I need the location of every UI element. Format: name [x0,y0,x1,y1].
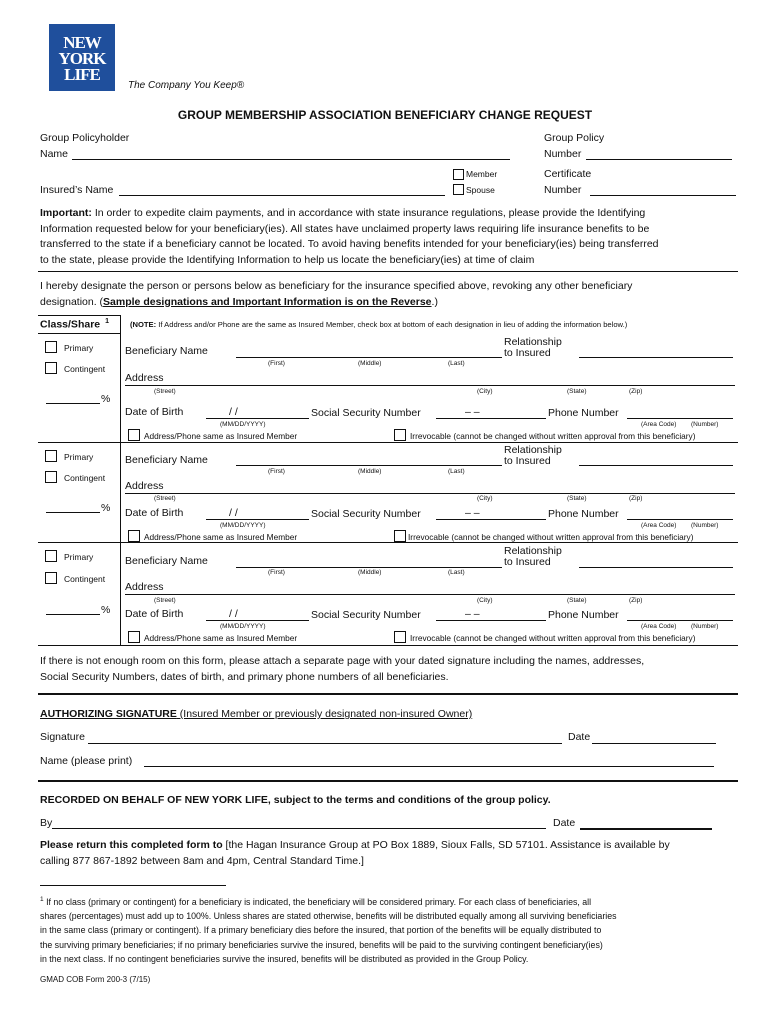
beneficiary-1-share-field[interactable] [46,403,100,404]
beneficiary-3-primary-label: Primary [64,552,94,562]
beneficiary-2-phone-field[interactable] [627,519,733,520]
beneficiary-2-irrevocable-label: Irrevocable (cannot be changed without written approval from this beneficiary) [408,532,694,542]
beneficiary-1-irrevocable-checkbox[interactable] [394,429,406,441]
group-policy-label: Group Policy [544,132,605,144]
beneficiary-2-bottom-rule [38,542,738,543]
beneficiary-3-bottom-rule [38,645,738,646]
beneficiary-1-name-label: Beneficiary Name [125,345,208,357]
beneficiary-2-same-address-checkbox[interactable] [128,530,140,542]
beneficiary-2-dob-sep: / / [229,507,238,519]
beneficiary-1-state: (State) [567,388,587,395]
beneficiary-3-ssn-field[interactable] [436,620,546,621]
note-text: If Address and/or Phone are the same as Insured Member, check box at bottom of each designation in lieu of adding the information below.) [156,320,628,329]
beneficiary-1-primary-label: Primary [64,343,94,353]
beneficiary-2-zip: (Zip) [629,495,643,502]
beneficiary-3-number: (Number) [691,623,719,630]
beneficiary-3-relationship-field[interactable] [579,567,733,568]
beneficiary-3-middle: (Middle) [358,569,382,576]
spouse-label: Spouse [466,185,495,195]
footnote-line-3: in the same class (primary or contingent). If a primary beneficiary dies before the insured, that portion of the benefits will be equally distributed to [40,925,602,936]
beneficiary-1-contingent-label: Contingent [64,364,106,374]
signature-date-label: Date [568,731,591,743]
beneficiary-2-primary-label: Primary [64,452,94,462]
designation-line-1: I hereby designate the person or persons below as beneficiary for the insurance specified above, revoking any other beneficiary [40,280,633,292]
spouse-checkbox[interactable] [453,184,464,195]
beneficiary-3-same-address-label: Address/Phone same as Insured Member [144,633,298,643]
beneficiary-2-address-label: Address [125,480,164,492]
beneficiary-2-street: (Street) [154,495,176,502]
beneficiary-2-name-field[interactable] [236,465,502,466]
beneficiary-1-dob-format: (MM/DD/YYYY) [220,421,266,428]
footnote-ref: 1 [105,318,110,325]
beneficiary-1-ssn-sep: – – [465,406,480,418]
beneficiary-3-dob-field[interactable] [206,620,309,621]
beneficiary-1-phone-label: Phone Number [548,407,619,419]
class-share-header [40,318,109,331]
by-field[interactable] [52,828,546,829]
authorizing-signature-subtitle: (Insured Member or previously designated non-insured Owner) [176,708,473,720]
beneficiary-3-state: (State) [567,597,587,604]
beneficiary-1-relationship-label-2: to Insured [504,347,551,359]
beneficiary-2-first: (First) [268,468,285,475]
beneficiary-2-relationship-label-2: to Insured [504,455,551,467]
important-line-4: to the state, please provide the Identifying Information to help us locate the beneficiary(ies) at time of claim [40,253,535,266]
footnote-line-1: If no class (primary or contingent) for a beneficiary is indicated, the beneficiary will be considered primary. For each class of beneficiaries, all [43,896,592,907]
beneficiary-3-relationship-label-1: Relationship [504,545,562,557]
beneficiary-3-zip: (Zip) [629,597,643,604]
beneficiary-2-dob-label: Date of Birth [125,507,184,519]
beneficiary-2-ssn-field[interactable] [436,519,546,520]
extra-room-line-2: Social Security Numbers, dates of birth, and primary phone numbers of all beneficiaries. [40,670,449,683]
logo-line-3: LIFE [64,65,100,84]
beneficiary-1-address-field[interactable] [125,385,735,386]
group-policy-number-label: Number [544,148,582,160]
beneficiary-1-ssn-field[interactable] [436,418,546,419]
class-share-label: Class/Share [40,318,101,331]
beneficiary-3-name-label: Beneficiary Name [125,555,208,567]
beneficiary-1-last: (Last) [448,360,465,367]
beneficiary-3-phone-label: Phone Number [548,609,619,621]
recorded-date-label: Date [553,817,576,829]
beneficiary-1-first: (First) [268,360,285,367]
beneficiary-1-street: (Street) [154,388,176,395]
extra-room-notice [40,654,740,685]
important-line-1: In order to expedite claim payments, and in accordance with state insurance regulations, please provide the Identifying [91,207,646,219]
beneficiary-2-last: (Last) [448,468,465,475]
beneficiary-3-contingent-label: Contingent [64,574,106,584]
return-address: [the Hagan Insurance Group at PO Box 1889, Sioux Falls, SD 57101. Assistance is available by [222,839,670,851]
beneficiary-1-primary-checkbox[interactable] [45,341,57,353]
beneficiary-1-percent: % [101,393,111,405]
designation-statement [40,279,736,310]
note-lead: (NOTE: [130,320,157,329]
important-notice [40,206,736,268]
designation-line-2a: designation. ( [40,295,104,308]
table-column-divider [120,315,121,645]
beneficiary-1-dob-label: Date of Birth [125,406,184,418]
logo-line-2: YORK [58,49,106,68]
return-lead: Please return this completed form to [40,839,223,851]
important-line-3: transferred to the state if a beneficiary cannot be located. To avoid having benefits intended for your beneficiary(ies) being transferred [40,238,659,250]
footnote-line-4: the surviving primary beneficiaries; if no primary beneficiaries survive the insured, benefits will be paid to the surviving contingent beneficiary(ies) [40,939,603,950]
beneficiary-2-relationship-field[interactable] [579,465,733,466]
beneficiary-1-phone-field[interactable] [627,418,733,419]
beneficiary-3-area-code: (Area Code) [641,623,677,630]
important-line-2: Information requested below for your beneficiary(ies). All states have unclaimed property laws requiring life insurance benefits to be [40,222,650,235]
beneficiary-1-city: (City) [477,388,493,395]
beneficiary-1-dob-field[interactable] [206,418,309,419]
beneficiary-3-phone-field[interactable] [627,620,733,621]
beneficiary-2-state: (State) [567,495,587,502]
footnote-line-5: in the next class. If no contingent beneficiaries survive the insured, benefits will be distributed as provided in the Group Policy. [40,953,529,964]
member-checkbox[interactable] [453,169,464,180]
beneficiary-2-address-field[interactable] [125,493,735,494]
beneficiary-1-irrevocable-label: Irrevocable (cannot be changed without written approval from this beneficiary) [410,431,696,441]
footnote-marker: 1 [40,896,44,903]
member-label: Member [466,169,498,179]
beneficiary-2-middle: (Middle) [358,468,382,475]
beneficiary-1-same-address-label: Address/Phone same as Insured Member [144,431,298,441]
signature-label: Signature [40,731,85,743]
beneficiary-2-city: (City) [477,495,493,502]
beneficiary-2-share-field[interactable] [46,512,100,513]
table-note [130,320,627,329]
footnote-rule [40,885,226,886]
beneficiary-2-phone-label: Phone Number [548,508,619,520]
signature-field[interactable] [88,743,562,744]
beneficiary-1-area-code: (Area Code) [641,421,677,428]
certificate-number-field[interactable] [590,195,736,196]
divider [38,271,738,272]
return-phone: calling 877 867-1892 between 8am and 4pm, Central Standard Time.] [40,854,364,867]
beneficiary-3-ssn-label: Social Security Number [311,609,421,621]
beneficiary-1-address-label: Address [125,372,164,384]
important-lead: Important: [40,207,92,219]
reverse-reference: Sample designations and Important Information is on the Reverse [103,295,432,308]
signature-date-field[interactable] [592,743,716,744]
beneficiary-3-relationship-label-2: to Insured [504,556,551,568]
footnote-line-2: shares (percentages) must add up to 100%. Unless shares are stated otherwise, benefits will be distributed equally among all surviving beneficiaries [40,911,617,922]
certificate-label: Certificate [544,168,592,180]
form-number: GMAD COB Form 200-3 (7/15) [40,975,151,984]
extra-room-line-1: If there is not enough room on this form, please attach a separate page with your dated signature including the names, addresses, [40,655,645,667]
footnote [40,893,740,966]
authorizing-signature-title: AUTHORIZING SIGNATURE [40,708,177,720]
insured-name-label: Insured’s Name [40,184,114,196]
beneficiary-3-irrevocable-label: Irrevocable (cannot be changed without written approval from this beneficiary) [410,633,696,643]
beneficiary-3-ssn-sep: – – [465,608,480,620]
class-header-rule [38,333,120,334]
authorizing-signature-heading [40,708,472,720]
beneficiary-3-same-address-checkbox[interactable] [128,631,140,643]
beneficiary-3-first: (First) [268,569,285,576]
beneficiary-3-dob-label: Date of Birth [125,608,184,620]
beneficiary-3-percent: % [101,604,111,616]
beneficiary-2-name-label: Beneficiary Name [125,454,208,466]
beneficiary-2-ssn-sep: – – [465,507,480,519]
beneficiary-1-number: (Number) [691,421,719,428]
beneficiary-2-percent: % [101,502,111,514]
beneficiary-2-relationship-label-1: Relationship [504,444,562,456]
new-york-life-logo [49,24,115,91]
beneficiary-1-dob-sep: / / [229,406,238,418]
certificate-number-label: Number [544,184,582,196]
beneficiary-3-dob-sep: / / [229,608,238,620]
beneficiary-1-zip: (Zip) [629,388,643,395]
insured-name-field[interactable] [119,195,445,196]
beneficiary-3-city: (City) [477,597,493,604]
beneficiary-2-number: (Number) [691,522,719,529]
recorded-date-field[interactable] [580,828,712,830]
beneficiary-3-irrevocable-checkbox[interactable] [394,631,406,643]
beneficiary-2-same-address-label: Address/Phone same as Insured Member [144,532,298,542]
beneficiary-1-bottom-rule [38,442,738,443]
beneficiary-1-relationship-field[interactable] [579,357,733,358]
beneficiary-3-share-field[interactable] [46,614,100,615]
beneficiary-3-address-label: Address [125,581,164,593]
logo-line-1: NEW [63,33,101,52]
by-label: By [40,817,53,829]
policyholder-label: Group Policyholder [40,132,130,144]
beneficiary-3-last: (Last) [448,569,465,576]
beneficiary-1-ssn-label: Social Security Number [311,407,421,419]
beneficiary-2-irrevocable-checkbox[interactable] [394,530,406,542]
beneficiary-2-dob-format: (MM/DD/YYYY) [220,522,266,529]
print-name-field[interactable] [144,766,714,767]
section-divider-2 [38,780,738,782]
section-divider-1 [38,693,738,695]
beneficiary-2-primary-checkbox[interactable] [45,450,57,462]
page-title: GROUP MEMBERSHIP ASSOCIATION BENEFICIARY CHANGE REQUEST [177,108,593,122]
beneficiary-3-address-field[interactable] [125,594,735,595]
beneficiary-3-dob-format: (MM/DD/YYYY) [220,623,266,630]
beneficiary-2-contingent-label: Contingent [64,473,106,483]
recorded-heading: RECORDED ON BEHALF OF NEW YORK LIFE, subject to the terms and conditions of the group policy. [40,794,551,806]
beneficiary-1-name-field[interactable] [236,357,502,358]
beneficiary-2-dob-field[interactable] [206,519,309,520]
return-instructions [40,838,740,869]
beneficiary-3-street: (Street) [154,597,176,604]
beneficiary-3-name-field[interactable] [236,567,502,568]
beneficiary-2-contingent-checkbox[interactable] [45,471,57,483]
beneficiary-1-relationship-label-1: Relationship [504,336,562,348]
beneficiary-3-contingent-checkbox[interactable] [45,572,57,584]
beneficiary-2-area-code: (Area Code) [641,522,677,529]
beneficiary-1-contingent-checkbox[interactable] [45,362,57,374]
group-policy-number-field[interactable] [586,159,732,160]
designation-line-2c: .) [431,295,438,308]
policyholder-name-field[interactable] [72,159,510,160]
print-name-label: Name (please print) [40,755,133,767]
table-top-rule [38,315,120,316]
beneficiary-3-primary-checkbox[interactable] [45,550,57,562]
policyholder-name-label: Name [40,148,69,160]
beneficiary-1-same-address-checkbox[interactable] [128,429,140,441]
beneficiary-1-middle: (Middle) [358,360,382,367]
beneficiary-2-ssn-label: Social Security Number [311,508,421,520]
tagline: The Company You Keep® [128,80,245,91]
